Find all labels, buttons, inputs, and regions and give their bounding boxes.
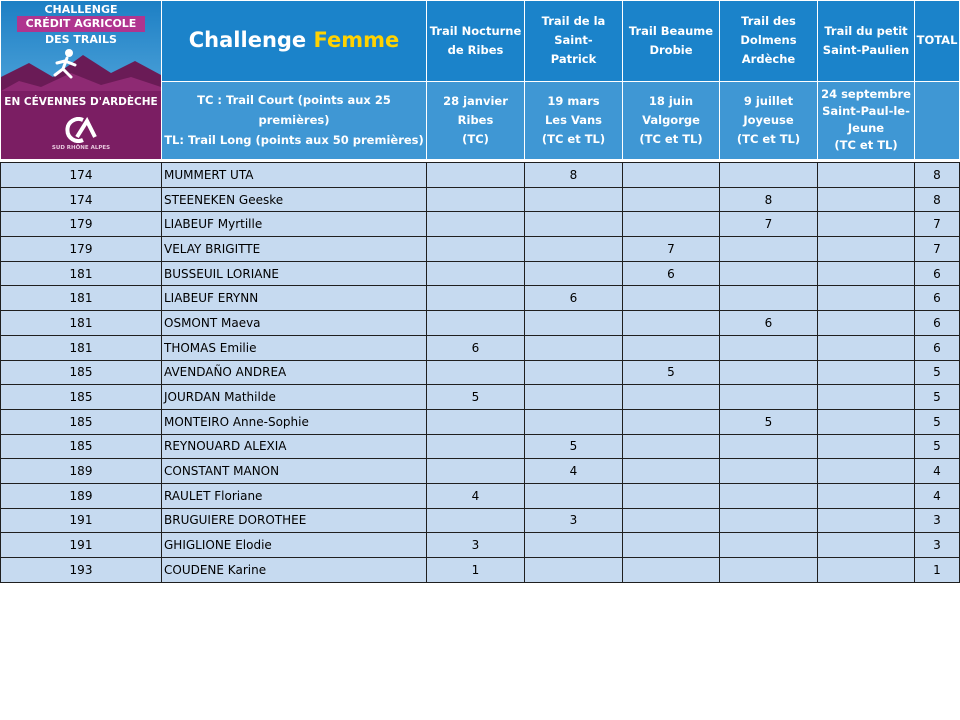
rank-cell: 181 [1,311,162,336]
legend-tc: TC : Trail Court (points aux 25 premières) [197,93,391,128]
score-cell [525,558,623,583]
name-cell: OSMONT Maeva [162,311,427,336]
score-cell: 5 [427,385,525,410]
score-cell [525,409,623,434]
score-cell: 8 [720,187,818,212]
score-cell [720,286,818,311]
score-cell [720,237,818,262]
score-cell [427,409,525,434]
score-cell [427,286,525,311]
logo-line-3: DES TRAILS [45,33,117,46]
table-row [1,237,960,262]
race-info-5: 24 septembre Saint-Paul-le-Jeune (TC et TL) [818,81,915,160]
score-cell: 1 [427,558,525,583]
score-cell [427,311,525,336]
rank-cell: 185 [1,409,162,434]
table-row [1,360,960,385]
score-cell [818,212,915,237]
name-cell: JOURDAN Mathilde [162,385,427,410]
score-cell: 7 [623,237,720,262]
table-row [1,385,960,410]
race-info-2: 19 mars Les Vans (TC et TL) [525,81,623,160]
score-cell [818,459,915,484]
score-cell: 5 [525,434,623,459]
score-cell: 4 [427,483,525,508]
score-cell [818,385,915,410]
points-legend [162,81,427,160]
name-cell: MUMMERT UTA [162,163,427,188]
total-cell: 1 [915,558,960,583]
total-cell: 5 [915,385,960,410]
score-cell [818,434,915,459]
name-cell: AVENDAÑO ANDREA [162,360,427,385]
table-row [1,558,960,583]
score-cell [818,311,915,336]
score-cell: 5 [720,409,818,434]
race-info-4: 9 juillet Joyeuse (TC et TL) [720,81,818,160]
score-cell [720,508,818,533]
score-cell [623,483,720,508]
total-info [915,81,960,160]
score-cell [525,483,623,508]
total-cell: 3 [915,533,960,558]
total-cell: 6 [915,335,960,360]
score-cell: 4 [525,459,623,484]
score-cell [720,459,818,484]
score-cell [818,163,915,188]
score-cell [427,237,525,262]
name-cell: CONSTANT MANON [162,459,427,484]
name-cell: RAULET Floriane [162,483,427,508]
score-cell [525,212,623,237]
table-row [1,459,960,484]
rank-cell: 174 [1,187,162,212]
logo-line-2: CRÉDIT AGRICOLE [17,16,145,32]
rank-cell: 185 [1,385,162,410]
score-cell [720,261,818,286]
score-cell [427,459,525,484]
score-cell: 6 [623,261,720,286]
rank-cell: 189 [1,459,162,484]
name-cell: MONTEIRO Anne-Sophie [162,409,427,434]
race-header-5: Trail du petit Saint-Paulien [818,1,915,82]
score-cell [623,187,720,212]
score-cell: 7 [720,212,818,237]
score-cell [525,237,623,262]
name-cell: LIABEUF ERYNN [162,286,427,311]
rank-cell: 181 [1,286,162,311]
score-cell [818,533,915,558]
rank-cell: 191 [1,533,162,558]
total-cell: 5 [915,360,960,385]
score-cell [818,237,915,262]
rank-cell: 193 [1,558,162,583]
table-row [1,212,960,237]
table-row [1,434,960,459]
score-cell [720,385,818,410]
table-row [1,187,960,212]
table-row [1,409,960,434]
total-cell: 7 [915,212,960,237]
name-cell: BRUGUIERE DOROTHEE [162,508,427,533]
credit-agricole-icon [61,117,101,143]
table-row [1,286,960,311]
score-cell: 6 [720,311,818,336]
total-cell: 5 [915,409,960,434]
total-cell: 7 [915,237,960,262]
score-cell [525,311,623,336]
score-cell [818,286,915,311]
score-cell: 5 [623,360,720,385]
name-cell: STEENEKEN Geeske [162,187,427,212]
score-cell [623,311,720,336]
score-cell [623,286,720,311]
table-row [1,311,960,336]
score-cell [525,385,623,410]
score-cell [623,385,720,410]
total-cell: 4 [915,459,960,484]
score-cell [623,212,720,237]
score-cell [818,558,915,583]
rank-cell: 191 [1,508,162,533]
score-cell: 6 [525,286,623,311]
score-cell [623,508,720,533]
total-cell: 3 [915,508,960,533]
score-cell [427,212,525,237]
score-cell [427,360,525,385]
race-header-3: Trail Beaume Drobie [623,1,720,82]
score-cell [623,335,720,360]
table-row [1,508,960,533]
total-cell: 8 [915,163,960,188]
rank-cell: 181 [1,261,162,286]
score-cell [525,335,623,360]
score-cell [427,508,525,533]
name-cell: BUSSEUIL LORIANE [162,261,427,286]
name-cell: COUDENE Karine [162,558,427,583]
score-cell [623,558,720,583]
score-cell [818,483,915,508]
score-cell [623,409,720,434]
table-row [1,163,960,188]
race-header-4: Trail des Dolmens Ardèche [720,1,818,82]
logo-line-1: CHALLENGE [44,3,118,16]
score-cell [818,335,915,360]
title-prefix: Challenge [188,28,307,53]
total-cell: 4 [915,483,960,508]
table-row [1,335,960,360]
score-cell: 3 [525,508,623,533]
rank-cell: 179 [1,212,162,237]
score-cell [427,187,525,212]
score-cell [720,558,818,583]
total-cell: 6 [915,311,960,336]
name-cell: THOMAS Emilie [162,335,427,360]
score-cell [623,459,720,484]
score-cell [427,261,525,286]
score-cell [818,409,915,434]
total-cell: 5 [915,434,960,459]
score-cell [525,261,623,286]
score-cell [623,434,720,459]
name-cell: LIABEUF Myrtille [162,212,427,237]
total-cell: 6 [915,286,960,311]
total-cell: 8 [915,187,960,212]
challenge-logo [1,1,162,160]
score-cell [623,163,720,188]
race-header-1: Trail Nocturne de Ribes [427,1,525,82]
rank-cell: 181 [1,335,162,360]
score-cell [525,360,623,385]
name-cell: GHIGLIONE Elodie [162,533,427,558]
score-cell [525,187,623,212]
rank-cell: 179 [1,237,162,262]
score-cell [720,533,818,558]
logo-line-5: SUD RHÔNE ALPES [51,145,111,151]
score-cell [525,533,623,558]
score-cell: 8 [525,163,623,188]
total-cell: 6 [915,261,960,286]
score-cell [720,483,818,508]
rank-cell: 174 [1,163,162,188]
rank-cell: 189 [1,483,162,508]
score-cell [427,163,525,188]
score-cell [818,508,915,533]
race-info-1: 28 janvier Ribes (TC) [427,81,525,160]
page-title [162,1,427,82]
score-cell [818,360,915,385]
score-cell [720,434,818,459]
score-cell [818,261,915,286]
score-cell [720,163,818,188]
rank-cell: 185 [1,434,162,459]
score-cell [427,434,525,459]
score-cell: 3 [427,533,525,558]
logo-line-4: EN CÉVENNES D'ARDÈCHE [4,96,158,108]
mountain-runner-icon [1,47,161,91]
race-info-3: 18 juin Valgorge (TC et TL) [623,81,720,160]
score-cell [623,533,720,558]
score-cell: 6 [427,335,525,360]
score-cell [720,335,818,360]
table-row [1,261,960,286]
name-cell: VELAY BRIGITTE [162,237,427,262]
table-row [1,483,960,508]
table-row [1,533,960,558]
name-cell: REYNOUARD ALEXIA [162,434,427,459]
score-cell [720,360,818,385]
score-cell [818,187,915,212]
race-header-2: Trail de la Saint- Patrick [525,1,623,82]
standings-rows [1,163,960,583]
legend-tl: TL: Trail Long (points aux 50 premières) [164,133,424,148]
title-accent: Femme [313,28,400,53]
total-header: TOTAL [915,1,960,82]
rank-cell: 185 [1,360,162,385]
